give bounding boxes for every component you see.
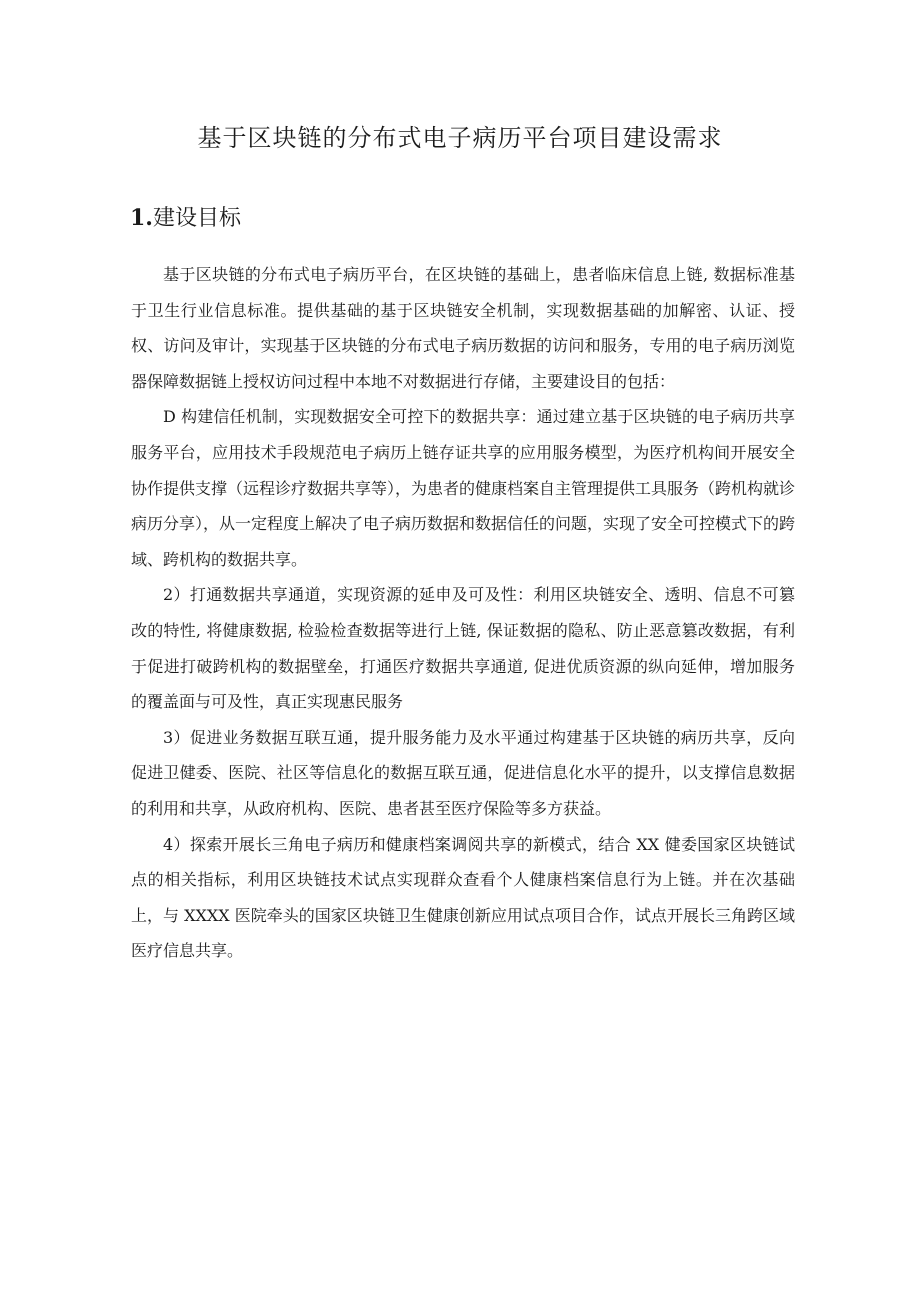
document-title: 基于区块链的分布式电子病历平台项目建设需求 [197,124,723,152]
paragraph-goal-2: 2）打通数据共享通道，实现资源的延申及可及性：利用区块链安全、透明、信息不可篡改的特性, 将健康数据, 检验检查数据等进行上链, 保证数据的隐私、防止恶意篡改数据，有利于促进打破跨机构的数据壁垒，打通医疗数据共享通道, 促进优质资源的纵向延伸，增加服务的覆盖面与可及性，真正实现惠民服务 [131,585,795,712]
paragraph-intro: 基于区块链的分布式电子病历平台，在区块链的基础上，患者临床信息上链, 数据标准基于卫生行业信息标准。提供基础的基于区块链安全机制，实现数据基础的加解密、认证、授权、访问及审计，实现基于区块链的分布式电子病历数据的访问和服务，专用的电子病历浏览器保障数据链上授权访问过程中本地不对数据进行存储，主要建设目的包括： [131,265,795,391]
paragraph-goal-3: 3）促进业务数据互联互通，提升服务能力及水平通过构建基于区块链的病历共享，反向促进卫健委、医院、社区等信息化的数据互联互通，促进信息化水平的提升，以支撑信息数据的利用和共享，从政府机构、医院、患者甚至医疗保险等多方获益。 [131,727,795,818]
document-body [131,257,795,969]
section-number: 1. [130,205,153,231]
paragraph-goal-1: D 构建信任机制，实现数据安全可控下的数据共享：通过建立基于区块链的电子病历共享服务平台，应用技术手段规范电子病历上链存证共享的应用服务模型，为医疗机构间开展安全协作提供支撑（远程诊疗数据共享等），为患者的健康档案自主管理提供工具服务（跨机构就诊病历分享），从一定程度上解决了电子病历数据和数据信任的问题，实现了安全可控模式下的跨域、跨机构的数据共享。 [131,407,796,569]
section-heading [130,200,241,237]
paragraph-goal-4: 4）探索开展长三角电子病历和健康档案调阅共享的新模式，结合 XX 健委国家区块链试点的相关指标，利用区块链技术试点实现群众查看个人健康档案信息行为上链。并在次基础上，与 XXXX 医院牵头的国家区块链卫生健康创新应用试点项目合作，试点开展长三角跨区域医疗信息共享。 [131,834,795,961]
section-heading-text: 建设目标 [152,206,241,231]
